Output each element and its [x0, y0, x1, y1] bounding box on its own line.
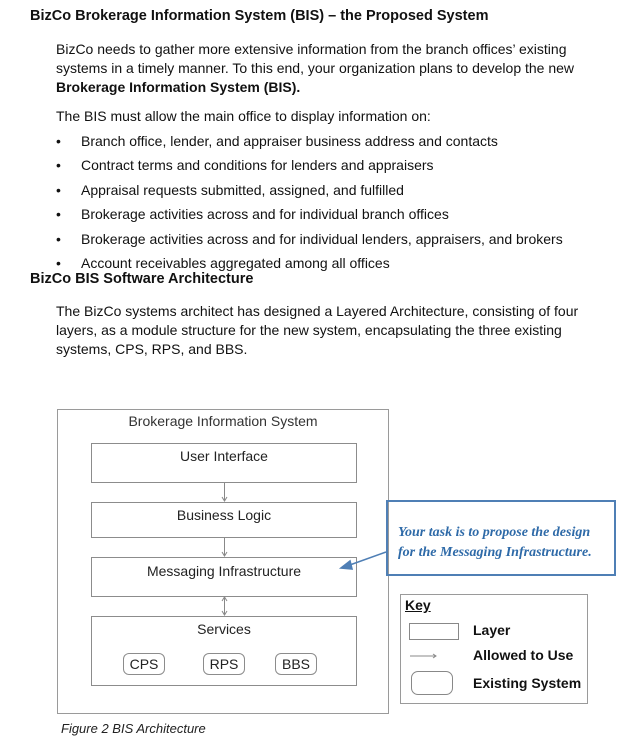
callout-pointer-icon — [347, 552, 386, 566]
architecture-paragraph: The BizCo systems architect has designed a Layered Architecture, consisting of four layers, as a module structure for the new system, encapsulating the three existing systems, CPS, RPS, and BBS. — [56, 303, 579, 357]
key-label-existing: Existing System — [473, 675, 582, 691]
bullet-icon: • — [56, 230, 61, 247]
list-item: • Appraisal requests submitted, assigned, and fulfilled — [56, 181, 404, 198]
intro-line: BizCo needs to gather more extensive information from the branch offices’ existing — [56, 41, 567, 57]
bullet-icon: • — [56, 133, 61, 149]
intro-bold-line: Brokerage Information System (BIS). — [56, 79, 301, 95]
bullet-icon: • — [56, 206, 61, 223]
list-item: • Account receivables aggregated among all offices — [56, 254, 390, 271]
system-title: Brokerage Information System — [128, 413, 318, 429]
key-title: Key — [405, 597, 431, 613]
section-heading-architecture: BizCo BIS Software Architecture — [30, 271, 254, 287]
task-callout: Your task is to propose the design for the Messaging Infrastructure. — [386, 500, 616, 576]
list-item: • Branch office, lender, and appraiser business address and contacts — [56, 133, 498, 149]
bullet-icon: • — [56, 157, 61, 174]
existing-system-cps: CPS — [123, 653, 165, 675]
rounded-box-icon — [411, 671, 453, 695]
existing-system-rps: RPS — [203, 653, 245, 675]
section-heading-proposed-system: BizCo Brokerage Information System (BIS) – the Proposed System — [30, 8, 489, 24]
layer-user-interface: User Interface — [91, 443, 357, 483]
list-item: • Brokerage activities across and for individual branch offices — [56, 206, 449, 223]
key-label-allowed: Allowed to Use — [473, 647, 574, 663]
bullet-icon: • — [56, 254, 61, 271]
layer-services: Services CPS RPS BBS — [91, 616, 357, 686]
bullet-icon: • — [56, 181, 61, 198]
layer-box-icon — [409, 623, 459, 640]
lead-paragraph: The BIS must allow the main office to display information on: — [56, 108, 431, 124]
key-label-layer: Layer — [473, 622, 511, 638]
layer-business-logic: Business Logic — [91, 502, 357, 538]
layer-messaging-infrastructure: Messaging Infrastructure — [91, 557, 357, 597]
list-item: • Brokerage activities across and for individual lenders, appraisers, and brokers — [56, 230, 563, 247]
existing-system-bbs: BBS — [275, 653, 317, 675]
diagram-key — [400, 594, 588, 704]
figure-caption: Figure 2 BIS Architecture — [61, 721, 206, 736]
intro-line: systems in a timely manner. To this end, your organization plans to develop the new — [56, 60, 575, 76]
list-item: • Contract terms and conditions for lenders and appraisers — [56, 157, 434, 174]
